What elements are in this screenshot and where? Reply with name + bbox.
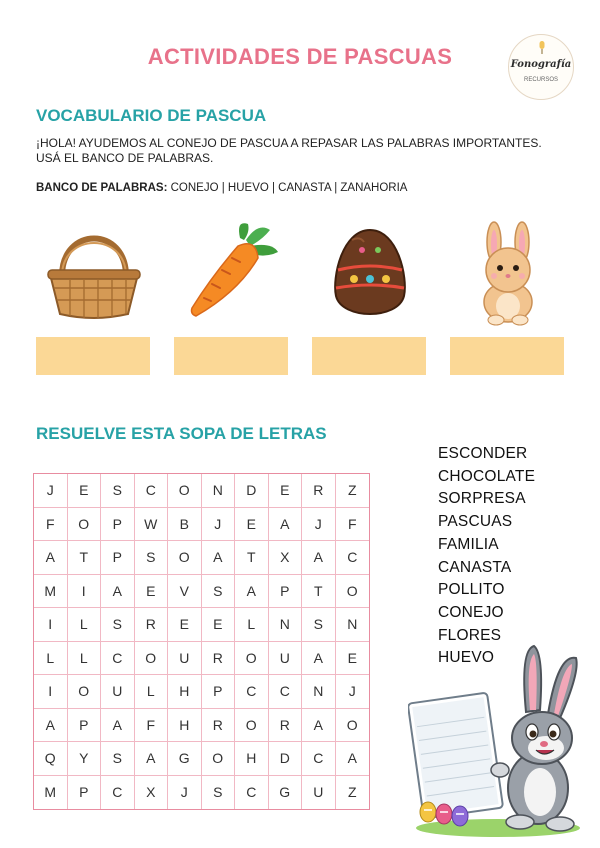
grid-cell[interactable]: R (135, 608, 169, 642)
grid-cell[interactable]: G (269, 776, 303, 810)
grid-cell[interactable]: X (269, 541, 303, 575)
grid-cell[interactable]: A (135, 742, 169, 776)
grid-cell[interactable]: R (269, 709, 303, 743)
easter-egg-icon (316, 218, 424, 328)
grid-cell[interactable]: O (168, 474, 202, 508)
grid-cell[interactable]: S (101, 474, 135, 508)
grid-cell[interactable]: J (34, 474, 68, 508)
grid-cell[interactable]: A (235, 575, 269, 609)
grid-cell[interactable]: D (235, 474, 269, 508)
grid-cell[interactable]: A (34, 541, 68, 575)
grid-cell[interactable]: N (269, 608, 303, 642)
grid-cell[interactable]: A (34, 709, 68, 743)
grid-cell[interactable]: D (269, 742, 303, 776)
grid-cell[interactable]: A (202, 541, 236, 575)
word-list-item: CONEJO (438, 603, 504, 621)
grid-cell[interactable]: Z (336, 474, 370, 508)
grid-cell[interactable]: G (168, 742, 202, 776)
grid-cell[interactable]: O (68, 508, 102, 542)
grid-cell[interactable]: A (302, 709, 336, 743)
grid-cell[interactable]: Q (34, 742, 68, 776)
grid-cell[interactable]: P (68, 709, 102, 743)
grid-cell[interactable]: L (235, 608, 269, 642)
grid-cell[interactable]: R (202, 709, 236, 743)
instructions (36, 136, 566, 166)
word-search-heading: RESUELVE ESTA SOPA DE LETRAS (36, 424, 327, 443)
grid-cell[interactable]: O (135, 642, 169, 676)
word-bank (36, 182, 407, 194)
answer-box-1[interactable] (36, 337, 150, 375)
word-list-item: PASCUAS (438, 513, 513, 531)
grid-cell[interactable]: C (336, 541, 370, 575)
grid-cell[interactable]: S (101, 742, 135, 776)
grid-cell[interactable]: P (101, 508, 135, 542)
grid-cell[interactable]: P (269, 575, 303, 609)
word-bank-label: BANCO DE PALABRAS: (36, 182, 168, 194)
grid-cell[interactable]: E (202, 608, 236, 642)
grid-cell[interactable]: O (168, 541, 202, 575)
grid-cell[interactable]: C (135, 474, 169, 508)
grid-cell[interactable]: H (168, 709, 202, 743)
grid-cell[interactable]: Z (347, 784, 357, 801)
grid-cell[interactable]: P (68, 776, 102, 810)
grid-cell[interactable]: C (235, 776, 269, 810)
grid-cell[interactable]: F (34, 508, 68, 542)
grid-cell[interactable]: A (302, 541, 336, 575)
grid-cell[interactable]: O (202, 742, 236, 776)
grid-cell[interactable]: L (68, 642, 102, 676)
grid-cell[interactable]: E (336, 642, 370, 676)
grid-cell[interactable]: J (336, 675, 370, 709)
word-list-item: SORPRESA (438, 490, 526, 508)
grid-cell[interactable]: C (235, 675, 269, 709)
bunny-icon (456, 218, 564, 328)
grid-cell[interactable]: S (302, 608, 336, 642)
grid-cell[interactable]: E (135, 575, 169, 609)
grid-cell[interactable]: O (336, 709, 370, 743)
grid-cell[interactable]: L (34, 642, 68, 676)
grid-cell[interactable]: N (336, 608, 370, 642)
grid-cell[interactable]: S (135, 541, 169, 575)
word-list-item: CHOCOLATE (438, 467, 536, 485)
word-list-item: HUEVO (438, 649, 495, 667)
basket-icon (40, 218, 148, 328)
brand-logo (508, 34, 574, 100)
page-title: ACTIVIDADES DE PASCUAS (147, 44, 453, 69)
word-list-item: POLLITO (438, 581, 505, 599)
word-search-list (438, 443, 535, 670)
word-list-item: CANASTA (438, 558, 512, 576)
microphone-icon (538, 41, 546, 55)
grid-cell[interactable]: C (269, 675, 303, 709)
grid-cell[interactable]: R (302, 474, 336, 508)
grid-cell[interactable]: N (202, 474, 236, 508)
answer-box-2[interactable] (174, 337, 288, 375)
grid-cell[interactable]: L (135, 675, 169, 709)
grid-cell[interactable]: L (68, 608, 102, 642)
grid-cell[interactable]: T (235, 541, 269, 575)
grid-cell[interactable]: A (101, 709, 135, 743)
grid-cell[interactable]: O (235, 709, 269, 743)
grid-cell[interactable]: A (269, 508, 303, 542)
carrot-icon (178, 218, 286, 328)
instructions-line-2: USÁ EL BANCO DE PALABRAS. (36, 151, 214, 165)
grid-cell[interactable]: O (68, 675, 102, 709)
grid-cell[interactable]: R (202, 642, 236, 676)
word-list-item: ESCONDER (438, 445, 528, 462)
grid-cell[interactable]: C (101, 642, 135, 676)
grid-cell[interactable]: E (68, 474, 102, 508)
grid-cell[interactable]: Y (68, 742, 102, 776)
word-bank-words: CONEJO | HUEVO | CANASTA | ZANAHORIA (170, 182, 408, 194)
grid-cell[interactable]: M (34, 575, 68, 609)
word-search-grid (33, 473, 370, 810)
answer-box-3[interactable] (312, 337, 426, 375)
grid-cell[interactable]: P (101, 541, 135, 575)
grid-cell[interactable]: W (135, 508, 169, 542)
grid-cell[interactable]: E (235, 508, 269, 542)
vocabulary-heading: VOCABULARIO DE PASCUA (36, 106, 267, 125)
grid-cell[interactable]: N (302, 675, 336, 709)
answer-box-4[interactable] (450, 337, 564, 375)
grid-cell[interactable]: T (68, 541, 102, 575)
grid-cell[interactable]: A (101, 575, 135, 609)
bunny-with-letter-board-illustration (408, 640, 588, 840)
grid-cell[interactable]: M (34, 776, 68, 810)
grid-cell[interactable]: A (302, 642, 336, 676)
grid-cell[interactable]: J (302, 508, 336, 542)
grid-cell[interactable]: S (202, 575, 236, 609)
grid-cell[interactable]: E (168, 608, 202, 642)
grid-cell[interactable]: V (168, 575, 202, 609)
grid-cell[interactable]: F (135, 709, 169, 743)
grid-cell[interactable]: S (202, 776, 236, 810)
grid-cell[interactable]: E (269, 474, 303, 508)
grid-cell[interactable]: I (34, 608, 68, 642)
grid-cell[interactable]: C (302, 742, 336, 776)
instructions-line-1: ¡HOLA! AYUDEMOS AL CONEJO DE PASCUA A REPASAR LAS PALABRAS IMPORTANTES. (36, 136, 542, 150)
grid-cell[interactable]: S (101, 608, 135, 642)
grid-cell[interactable]: U (302, 776, 336, 810)
grid-cell[interactable]: U (101, 675, 135, 709)
word-list-item: FLORES (438, 626, 502, 644)
grid-cell[interactable]: X (135, 776, 169, 810)
grid-cell[interactable]: H (235, 742, 269, 776)
grid-cell[interactable]: F (336, 508, 370, 542)
grid-cell[interactable]: U (168, 642, 202, 676)
grid-cell[interactable]: A (336, 742, 370, 776)
grid-cell[interactable]: O (336, 575, 370, 609)
grid-cell[interactable]: I (68, 575, 102, 609)
logo-brand-text: Fonografía (510, 59, 572, 70)
grid-cell[interactable]: J (168, 776, 202, 810)
grid-cell[interactable]: J (202, 508, 236, 542)
grid-cell[interactable]: O (235, 642, 269, 676)
grid-cell[interactable]: H (168, 675, 202, 709)
grid-cell[interactable]: T (302, 575, 336, 609)
grid-cell[interactable]: C (101, 776, 135, 810)
word-list-item: FAMILIA (438, 535, 499, 553)
grid-cell[interactable]: B (168, 508, 202, 542)
logo-sub-text: RECURSOS (523, 77, 558, 83)
grid-cell[interactable]: P (202, 675, 236, 709)
grid-cell[interactable]: U (269, 642, 303, 676)
grid-cell[interactable]: I (34, 675, 68, 709)
